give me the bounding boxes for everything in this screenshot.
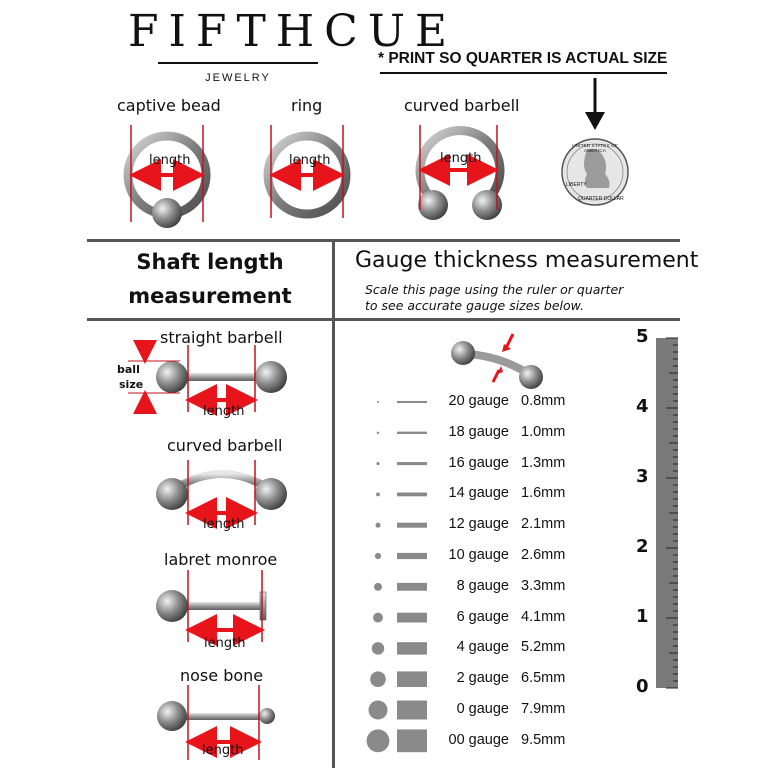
length-label-ring: length: [289, 153, 331, 168]
gauge-mm: 3.3mm: [521, 577, 566, 594]
gauge-mm: 5.2mm: [521, 639, 566, 656]
caption-labret-monroe: labret monroe: [164, 550, 278, 569]
gauge-mm: 4.1mm: [521, 608, 566, 625]
divider-top: [87, 239, 680, 242]
ruler-label-1: 1: [636, 606, 649, 627]
gauge-dot: [377, 401, 379, 403]
top-illustrations: [0, 0, 768, 240]
shaft-illustrations: [90, 330, 330, 768]
ruler-label-2: 2: [636, 536, 649, 557]
captive-bead-ring-illustration: [128, 125, 206, 228]
gauge-bar: [397, 583, 427, 591]
gauge-dot: [374, 583, 382, 591]
gauge-mm: 9.5mm: [521, 731, 566, 748]
ring-illustration: [268, 125, 346, 218]
gauge-dot: [367, 729, 390, 752]
labret-monroe-illustration: [156, 570, 266, 642]
gauge-label: 18 gauge: [448, 423, 509, 440]
length-label-curved: length: [203, 517, 245, 532]
brand-logo: FIFTHCUE: [128, 6, 458, 57]
gauge-mm: 6.5mm: [521, 670, 566, 687]
gauge-label: 12 gauge: [448, 516, 509, 533]
ruler-label-5: 5: [636, 326, 649, 347]
caption-curved-barbell-top: curved barbell: [404, 96, 520, 115]
gauge-dot: [376, 492, 380, 496]
ruler-label-4: 4: [636, 396, 649, 417]
gauge-label: 14 gauge: [448, 485, 509, 502]
gauge-heading: Gauge thickness measurement: [355, 248, 699, 273]
gauge-bar: [397, 701, 427, 720]
gauge-dot: [370, 671, 386, 687]
size-label: size: [119, 378, 144, 391]
gauge-bar: [397, 613, 427, 623]
gauge-mm: 0.8mm: [521, 393, 566, 409]
gauge-subtext-line1: Scale this page using the ruler or quarter: [365, 282, 624, 297]
length-label-horseshoe: length: [440, 151, 482, 166]
caption-curved-barbell: curved barbell: [167, 436, 283, 455]
curved-barbell-illustration: [156, 460, 287, 525]
caption-ring: ring: [291, 96, 323, 115]
gauge-mm: 1.6mm: [521, 485, 566, 502]
gauge-mm: 1.3mm: [521, 454, 566, 471]
ruler-label-0: 0: [636, 676, 649, 697]
gauge-label: 4 gauge: [456, 639, 509, 656]
gauge-bar: [397, 462, 427, 465]
ruler-label-3: 3: [636, 466, 649, 487]
length-label-straight: length: [203, 404, 245, 419]
length-label-captive: length: [149, 153, 191, 168]
gauge-bar: [397, 671, 427, 687]
shaft-heading-line2: measurement: [128, 284, 292, 308]
gauge-bar: [397, 523, 427, 528]
gauge-label: 0 gauge: [456, 701, 509, 717]
gauge-bar: [397, 729, 427, 752]
gauge-dot: [372, 642, 384, 654]
ball-label: ball: [117, 363, 140, 376]
gauge-label: 2 gauge: [456, 670, 509, 687]
brand-subtitle: JEWELRY: [205, 72, 271, 84]
caption-captive-bead: captive bead: [117, 96, 221, 115]
down-arrow-icon: [585, 78, 605, 130]
gauge-label: 6 gauge: [456, 608, 509, 625]
gauge-dot: [373, 613, 383, 623]
shaft-heading-line1: Shaft length: [136, 250, 284, 274]
gauge-subtext-line2: to see accurate gauge sizes below.: [365, 298, 585, 313]
gauge-mm: 1.0mm: [521, 423, 566, 440]
divider-middle: [87, 318, 680, 321]
gauge-label: 10 gauge: [448, 547, 509, 563]
straight-barbell-illustration: [128, 342, 287, 412]
divider-vertical: [332, 239, 335, 768]
gauge-dot: [369, 701, 388, 720]
gauge-dot: [375, 553, 381, 559]
gauge-label: 20 gauge: [448, 393, 509, 409]
length-label-labret: length: [204, 636, 246, 651]
caption-straight-barbell: straight barbell: [160, 328, 283, 347]
gauge-dot: [375, 523, 380, 528]
gauge-bar: [397, 401, 427, 403]
gauge-bar: [397, 492, 427, 496]
ruler: [630, 330, 680, 690]
coin-liberty-text: LIBERTY: [566, 182, 587, 188]
gauge-bar: [397, 432, 427, 434]
coin-top-text: UNITED STATES OF AMERICA: [572, 143, 618, 153]
coin-bottom-text: QUARTER DOLLAR: [578, 196, 624, 202]
gauge-label: 16 gauge: [448, 454, 509, 471]
gauge-label: 8 gauge: [456, 577, 509, 594]
horseshoe-illustration: [418, 125, 502, 220]
gauge-label: 00 gauge: [448, 731, 509, 748]
length-label-nose-bone: length: [202, 743, 244, 758]
gauge-bar: [397, 642, 427, 654]
gauge-dot: [376, 462, 379, 465]
caption-nose-bone: nose bone: [180, 666, 264, 685]
gauge-dot: [377, 432, 379, 434]
gauge-mm: 2.1mm: [521, 516, 566, 533]
gauge-mm: 2.6mm: [521, 547, 566, 563]
gauge-bar: [397, 553, 427, 559]
print-note: * PRINT SO QUARTER IS ACTUAL SIZE: [378, 50, 668, 67]
gauge-mm: 7.9mm: [521, 701, 566, 717]
